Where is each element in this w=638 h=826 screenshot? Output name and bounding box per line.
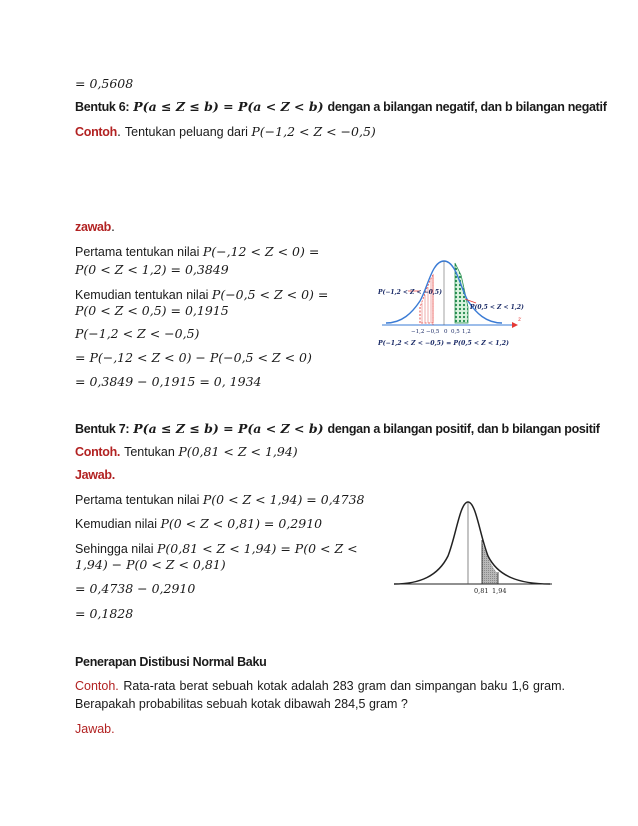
penerapan-jawab-label: Jawab. xyxy=(75,722,115,736)
penerapan-heading: Penerapan Distibusi Normal Baku xyxy=(75,655,267,669)
step6-line: P(0 < Z < 1,2) = 0,3849 xyxy=(75,262,229,277)
contoh6-label: Contoh xyxy=(75,125,117,139)
step6-line: Kemudian tentukan nilai P(−0,5 < Z < 0) = xyxy=(75,287,329,302)
top-equation: = 0,5608 xyxy=(75,76,134,91)
step7-line: Pertama tentukan nilai P(0 < Z < 1,94) = 0,4738 xyxy=(75,492,365,507)
step6-line: = P(−,12 < Z < 0) − P(−0,5 < Z < 0) xyxy=(75,350,312,365)
fig1-axis-label: z xyxy=(518,316,522,323)
fig1-tick-label: 1,2 xyxy=(462,329,471,335)
jawab7-line xyxy=(75,467,115,483)
fig1-tick-label: 0 xyxy=(444,329,448,335)
step7-line: Kemudian nilai P(0 < Z < 0,81) = 0,2910 xyxy=(75,516,323,531)
contoh7-label: Contoh. xyxy=(75,445,121,459)
fig1-label-right: P(0,5 < Z < 1,2) xyxy=(470,304,524,311)
step6-line: P(−1,2 < Z < −0,5) xyxy=(75,326,200,341)
step7-line: Sehingga nilai P(0,81 < Z < 1,94) = P(0 < Z < xyxy=(75,541,358,556)
contoh6-line xyxy=(75,124,376,140)
step7-line: = 0,1828 xyxy=(75,606,134,621)
step7-line: = 0,4738 − 0,2910 xyxy=(75,581,196,596)
contoh7-formula: P(0,81 < Z < 1,94) xyxy=(178,444,298,459)
bentuk7-formula: P(a ≤ Z ≤ b) = P(a < Z < b) xyxy=(133,421,324,436)
fig1-label-left: P(−1,2 < Z < −0,5) xyxy=(378,289,442,296)
contoh7-line xyxy=(75,444,298,460)
fig1-bottom-label: P(−1,2 < Z < −0,5) = P(0,5 < Z < 1,2) xyxy=(378,340,509,347)
bentuk6-heading xyxy=(75,99,607,115)
jawab6-dot: . xyxy=(111,219,115,234)
contoh6-dot: . xyxy=(116,124,121,139)
normal-curve-figure-2 xyxy=(390,492,560,598)
jawab7-label: Jawab. xyxy=(75,468,115,482)
normal-curve-figure-1 xyxy=(378,247,530,349)
step6-line: P(0 < Z < 0,5) = 0,1915 xyxy=(75,303,229,318)
right-shaded-region xyxy=(455,263,468,323)
bentuk6-label: Bentuk 6: xyxy=(75,100,130,114)
bell-curve-2 xyxy=(394,502,550,584)
contoh6-text: Tentukan peluang dari xyxy=(124,125,252,139)
fig2-tick-label: 0,81 xyxy=(474,587,489,595)
jawab6-label: zawab xyxy=(75,220,112,234)
fig1-tick-label: −0,5 xyxy=(426,329,440,335)
bentuk6-desc: dengan a bilangan negatif, dan b bilangan negatif xyxy=(327,100,607,114)
step6-line: Pertama tentukan nilai P(−,12 < Z < 0) = xyxy=(75,244,320,259)
jawab6-line xyxy=(75,219,115,235)
fig2-tick-label: 1,94 xyxy=(492,587,507,595)
bentuk6-formula: P(a ≤ Z ≤ b) = P(a < Z < b) xyxy=(133,99,324,114)
step7-line: 1,94) − P(0 < Z < 0,81) xyxy=(75,557,226,572)
step6-line: = 0,3849 − 0,1915 = 0, 1934 xyxy=(75,374,262,389)
fig1-tick-label: −1,2 xyxy=(411,329,425,335)
penerapan-contoh-text: Rata-rata berat sebuah kotak adalah 283 gram dan simpangan baku 1,6 gram. Berapakah probabilitas sebuah kotak dibawah 284,5 gram ? xyxy=(75,679,565,711)
fig1-tick-label: 0,5 xyxy=(451,329,460,335)
bentuk7-heading xyxy=(75,421,600,437)
penerapan-contoh-paragraph xyxy=(75,677,565,713)
contoh6-formula: P(−1,2 < Z < −0,5) xyxy=(251,124,376,139)
shaded-region-2 xyxy=(482,542,498,584)
penerapan-contoh-label: Contoh. xyxy=(75,679,119,693)
bentuk7-desc: dengan a bilangan positif, dan b bilangan positif xyxy=(327,422,600,436)
contoh7-text: Tentukan xyxy=(124,445,179,459)
bentuk7-label: Bentuk 7: xyxy=(75,422,130,436)
